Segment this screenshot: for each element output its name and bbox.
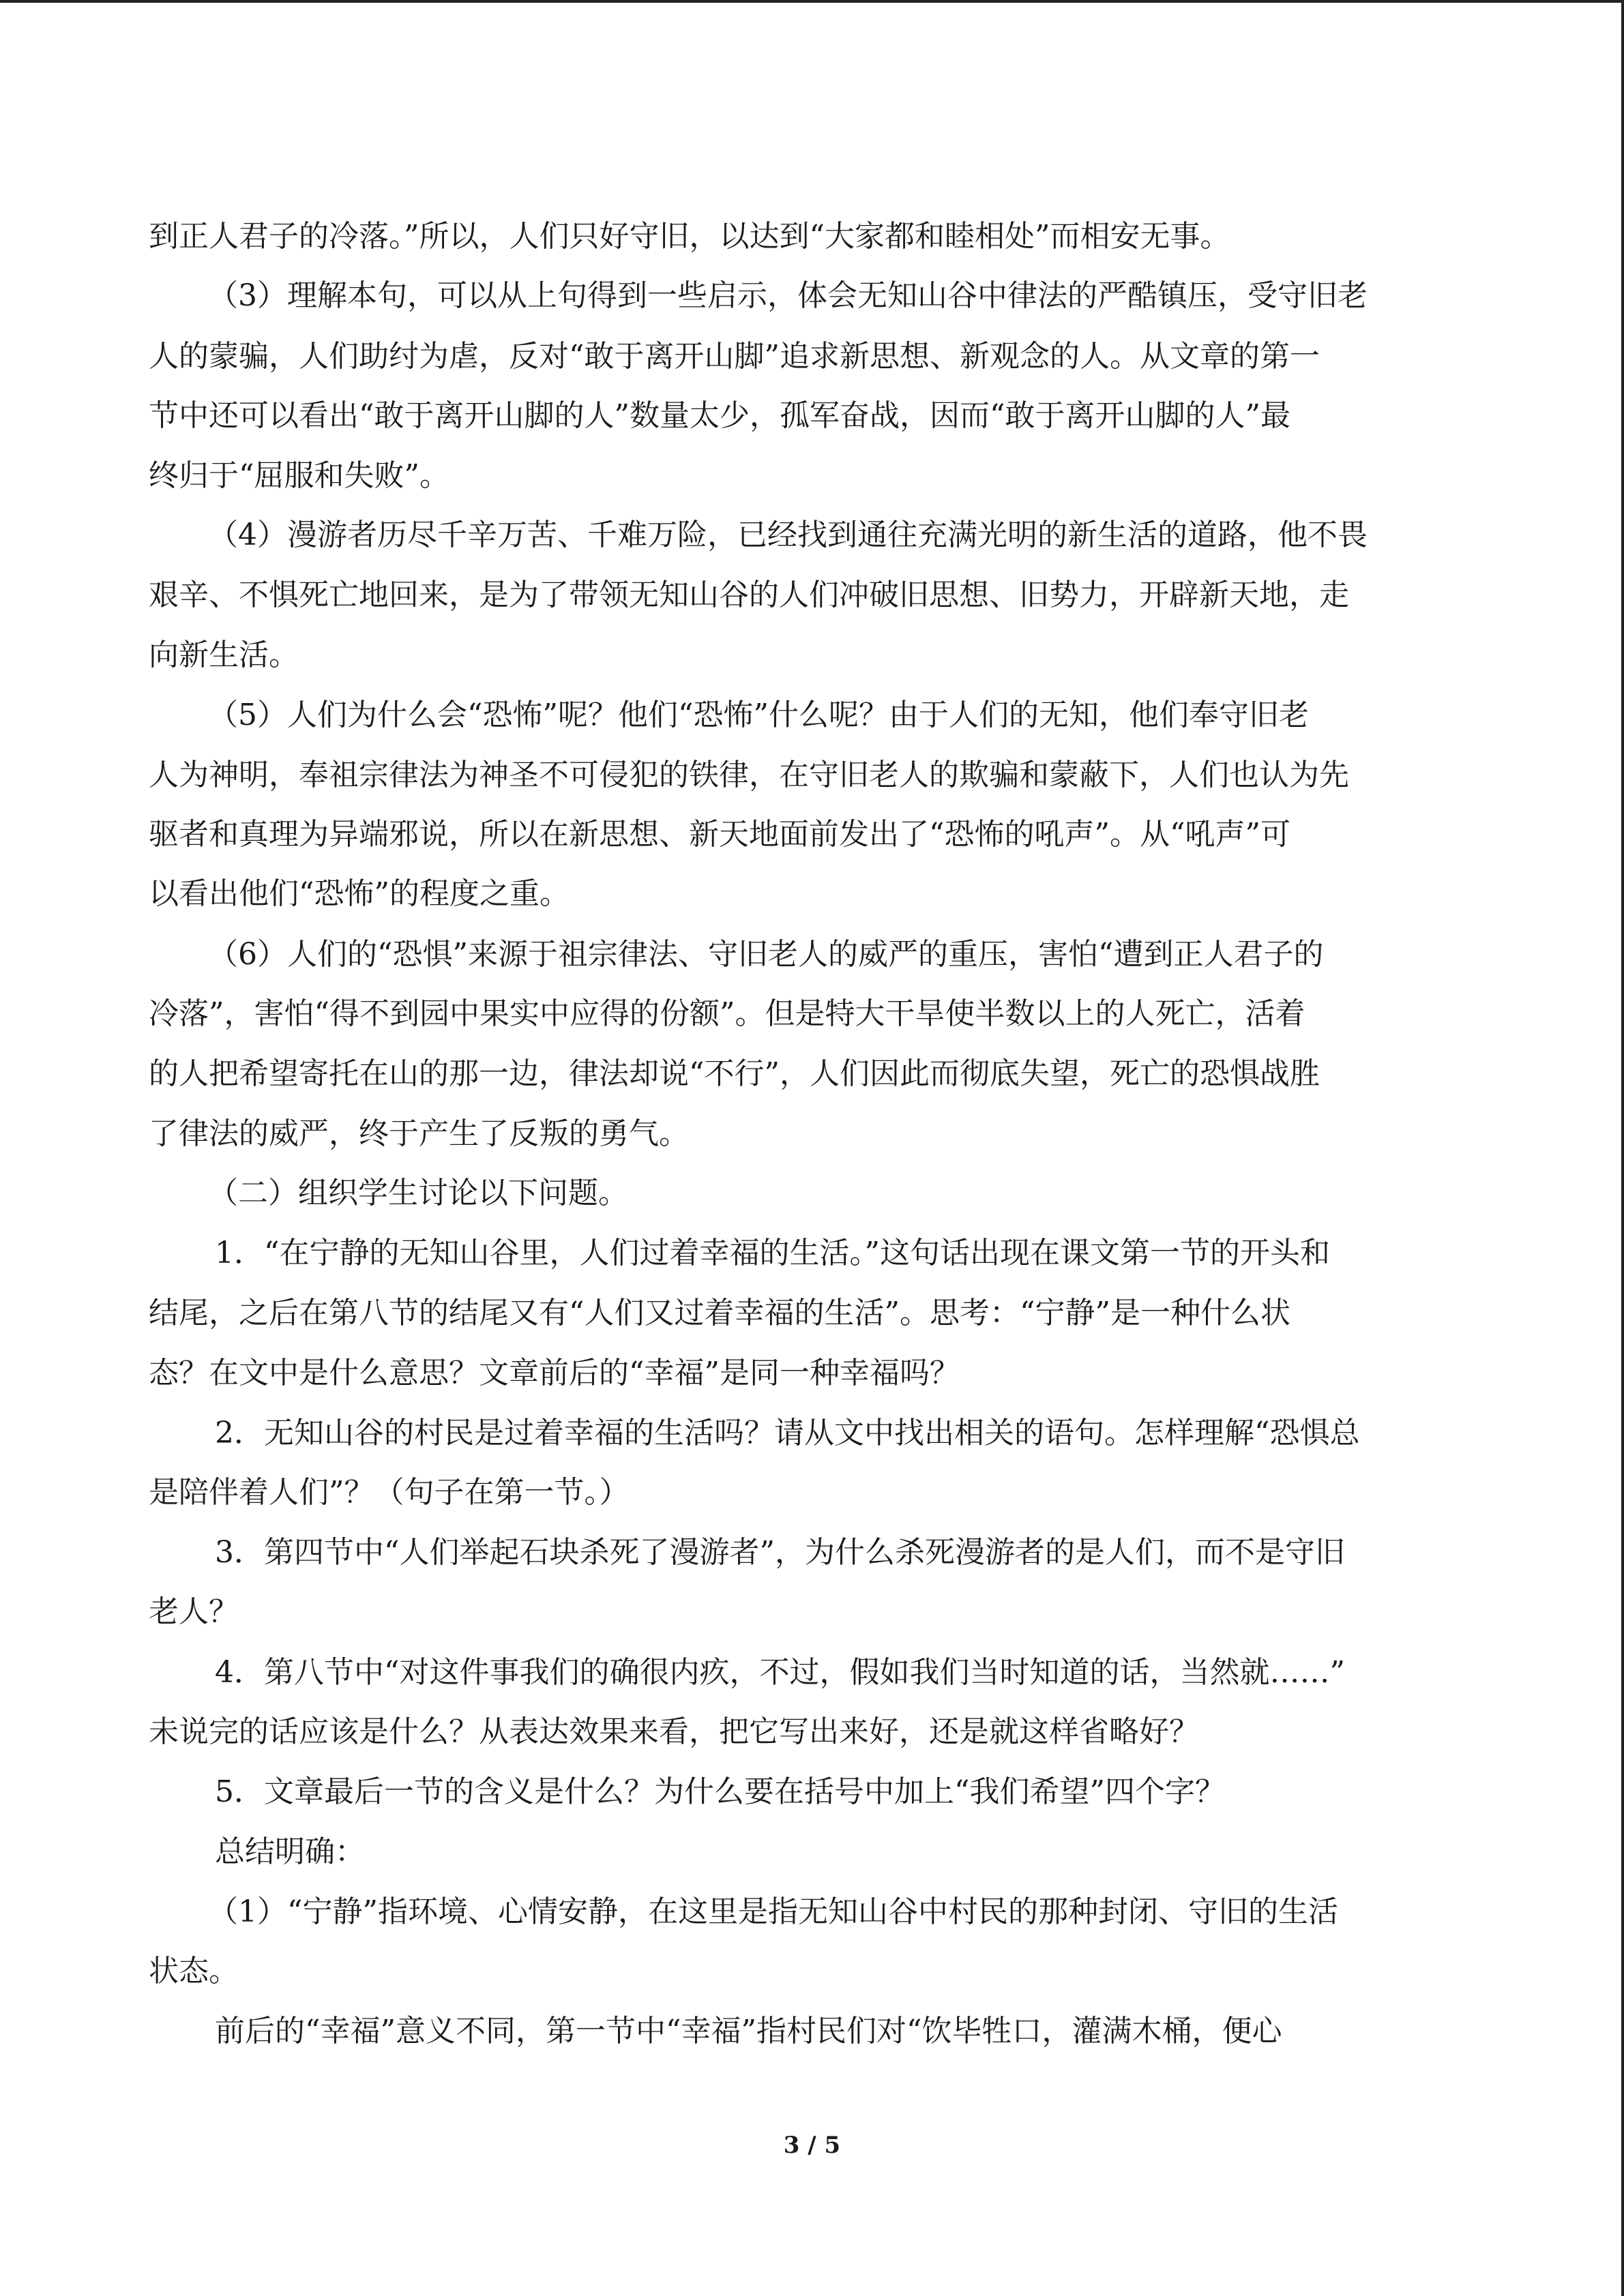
text-line: 人为神明，奉祖宗律法为神圣不可侵犯的铁律，在守旧老人的欺骗和蒙蔽下，人们也认为先 [149,758,1349,792]
text-line: 人的蒙骗，人们助纣为虐，反对“敢于离开山脚”追求新思想、新观念的人。从文章的第一 [149,339,1320,374]
text-line: 艰辛、不惧死亡地回来，是为了带领无知山谷的人们冲破旧思想、旧势力，开辟新天地，走 [149,578,1349,612]
right-border-line [1621,0,1624,2296]
top-border-line [0,0,1624,3]
question-line: 3．第四节中“人们举起石块杀死了漫游者”，为什么杀死漫游者的是人们，而不是守旧 [215,1535,1345,1570]
text-line: 状态。 [149,1954,239,1988]
text-line: 结尾，之后在第八节的结尾又有“人们又过着幸福的生活”。思考：“宁静”是一种什么状 [149,1296,1290,1330]
text-line: （1）“宁静”指环境、心情安静，在这里是指无知山谷中村民的那种封闭、守旧的生活 [208,1894,1338,1929]
question-line: 1．“在宁静的无知山谷里，人们过着幸福的生活。”这句话出现在课文第一节的开头和 [215,1236,1330,1270]
question-line: 4．第八节中“对这件事我们的确很内疚，不过，假如我们当时知道的话，当然就……” [215,1655,1345,1690]
question-line: 2．无知山谷的村民是过着幸福的生活吗？请从文中找出相关的语句。怎样理解“恐惧总 [215,1416,1360,1450]
text-line: 的人把希望寄托在山的那一边，律法却说“不行”，人们因此而彻底失望，死亡的恐惧战胜 [149,1056,1320,1091]
text-line: （3）理解本句，可以从上句得到一些启示，体会无知山谷中律法的严酷镇压，受守旧老 [208,278,1368,313]
text-line: 到正人君子的冷落。”所以，人们只好守旧，以达到“大家都和睦相处”而相安无事。 [149,219,1230,254]
text-line: 了律法的威严，终于产生了反叛的勇气。 [149,1116,689,1151]
text-line: （4）漫游者历尽千辛万苦、千难万险，已经找到通往充满光明的新生活的道路，他不畏 [208,518,1368,552]
text-line: 驱者和真理为异端邪说，所以在新思想、新天地面前发出了“恐怖的吼声”。从“吼声”可 [149,817,1290,852]
text-line: 是陪伴着人们”？（句子在第一节。） [149,1475,630,1510]
text-line: （5）人们为什么会“恐怖”呢？他们“恐怖”什么呢？由于人们的无知，他们奉守旧老 [208,698,1309,732]
text-line: 前后的“幸福”意义不同，第一节中“幸福”指村民们对“饮毕牲口，灌满木桶，便心 [215,2014,1282,2048]
text-line: 未说完的话应该是什么？从表达效果来看，把它写出来好，还是就这样省略好？ [149,1714,1199,1749]
text-line: 以看出他们“恐怖”的程度之重。 [149,876,570,911]
section-heading: （二）组织学生讨论以下问题。 [208,1176,628,1210]
text-line: 节中还可以看出“敢于离开山脚的人”数量太少，孤军奋战，因而“敢于离开山脚的人”最 [149,398,1290,433]
page-number: 3 / 5 [783,2132,841,2159]
summary-heading: 总结明确： [215,1834,365,1869]
text-line: 向新生活。 [149,638,299,672]
text-line: 冷落”，害怕“得不到园中果实中应得的份额”。但是特大干旱使半数以上的人死亡，活着 [149,996,1305,1031]
text-line: 老人？ [149,1594,239,1629]
text-line: 态？在文中是什么意思？文章前后的“幸福”是同一种幸福吗？ [149,1356,960,1390]
text-line: 终归于“屈服和失败”。 [149,458,449,493]
question-line: 5．文章最后一节的含义是什么？为什么要在括号中加上“我们希望”四个字？ [215,1774,1225,1809]
text-line: （6）人们的“恐惧”来源于祖宗律法、守旧老人的威严的重压，害怕“遭到正人君子的 [208,937,1324,972]
